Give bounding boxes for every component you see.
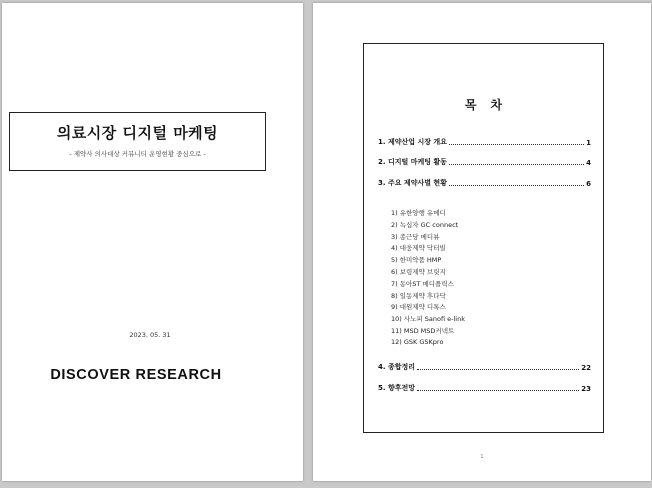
toc-sublist	[391, 208, 465, 350]
toc-entry-label: 3. 주요 제약사별 현황	[378, 179, 447, 187]
toc-heading: 목차	[464, 98, 517, 112]
cover-subtitle: - 제약사 의사대상 커뮤니티 운영현황 중심으로 -	[69, 150, 206, 158]
toc-entry[interactable]	[378, 157, 591, 167]
page-number: 1	[480, 454, 484, 460]
toc-leader-dots	[417, 390, 579, 391]
toc-entry[interactable]	[378, 362, 591, 372]
toc-subitem[interactable]: 8) 일동제약 후다닥	[391, 291, 446, 300]
toc-entry-page: 23	[581, 385, 591, 393]
cover-title-box	[9, 112, 266, 171]
toc-entry[interactable]	[378, 137, 591, 147]
toc-frame	[363, 43, 604, 433]
toc-subitem[interactable]: 10) 사노피 Sanofi e-link	[391, 315, 465, 324]
toc-entry-page: 6	[586, 180, 591, 188]
toc-entry-label: 1. 제약산업 시장 개요	[378, 138, 447, 146]
toc-subitem[interactable]: 11) MSD MSD커넥트	[391, 326, 455, 335]
toc-entry[interactable]	[378, 178, 591, 188]
cover-title: 의료시장 디지털 마케팅	[56, 124, 219, 142]
toc-subitem[interactable]: 5) 한미약품 HMP	[391, 256, 442, 265]
toc-entry-page: 22	[581, 364, 591, 372]
toc-entry-page: 1	[586, 139, 591, 147]
toc-subitem[interactable]: 4) 대웅제약 닥터빌	[391, 244, 446, 253]
toc-leader-dots	[449, 185, 584, 186]
toc-leader-dots	[449, 164, 584, 165]
cover-date: 2023. 05. 31	[129, 331, 171, 339]
toc-entry-label: 5. 향후전망	[378, 384, 416, 392]
toc-entry-page: 4	[586, 159, 591, 167]
cover-page	[2, 3, 303, 481]
toc-subitem[interactable]: 9) 대원제약 디톡스	[391, 303, 446, 312]
toc-subitem[interactable]: 2) 녹십자 GC connect	[391, 220, 459, 229]
toc-entry-label: 4. 종합정리	[378, 363, 416, 371]
toc-subitem[interactable]: 1) 유한양행 유메디	[391, 209, 446, 217]
toc-entry-label: 2. 디지털 마케팅 활동	[378, 158, 447, 166]
toc-leader-dots	[417, 369, 579, 370]
toc-subitem[interactable]: 7) 동아ST 메디플릭스	[391, 279, 454, 288]
toc-subitem[interactable]: 6) 보령제약 브릿지	[391, 267, 446, 276]
toc-page	[313, 3, 651, 481]
toc-subitem[interactable]: 12) GSK GSKpro	[391, 337, 444, 346]
toc-leader-dots	[449, 144, 584, 145]
toc-subitem[interactable]: 3) 종근당 메디뷰	[391, 232, 440, 241]
cover-brand-logo: DISCOVER RESEARCH	[50, 367, 222, 383]
toc-entry[interactable]	[378, 383, 591, 393]
